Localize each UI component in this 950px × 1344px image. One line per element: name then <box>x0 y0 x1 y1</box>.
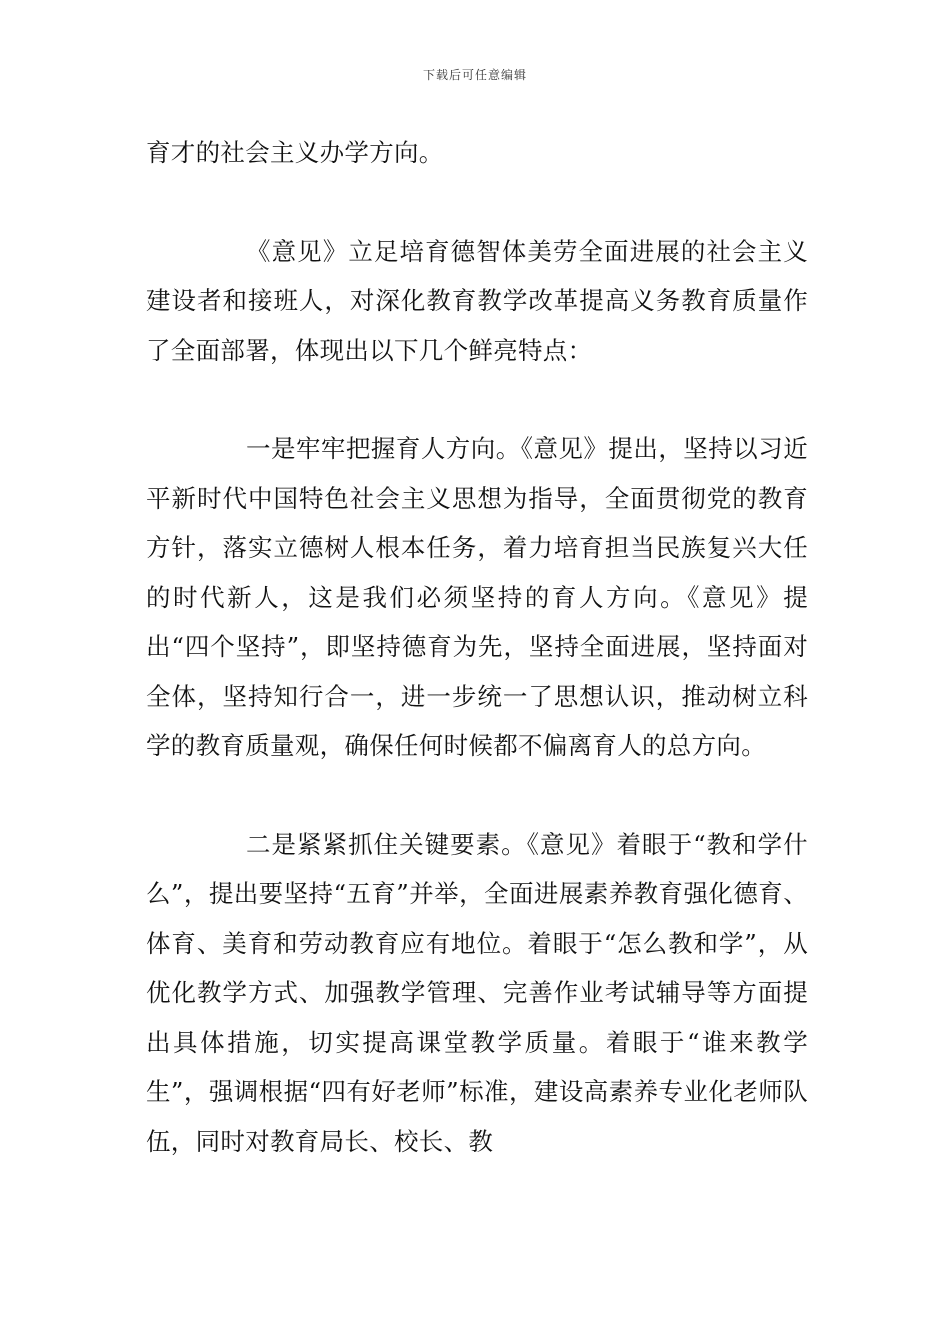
paragraph-point-one: 一是牢牢把握育人方向。《意见》提出，坚持以习近平新时代中国特色社会主义思想为指导，全面贯彻党的教育方针，落实立德树人根本任务，着力培育担当民族复兴大任的时代新人，这是我们必须坚持的育人方向。《意见》提出“四个坚持”，即坚持德育为先，坚持全面进展，坚持面对全体，坚持知行合一，进一步统一了思想认识，推动树立科学的教育质量观，确保任何时候都不偏离育人的总方向。 <box>146 434 808 760</box>
paragraph-continuation: 育才的社会主义办学方向。 <box>146 138 444 167</box>
paragraph-gap <box>146 375 808 424</box>
paragraph-opinion-intro: 《意见》立足培育德智体美劳全面进展的社会主义建设者和接班人，对深化教育教学改革提高义务教育质量作了全面部署，体现出以下几个鲜亮特点： <box>146 236 808 365</box>
paragraph-point-two: 二是紧紧抓住关键要素。《意见》着眼于“教和学什么”，提出要坚持“五育”并举，全面进展素养教育强化德育、体育、美育和劳动教育应有地位。着眼于“怎么教和学”，从优化教学方式、加强教学管理、完善作业考试辅导等方面提出具体措施，切实提高课堂教学质量。着眼于“谁来教学生”，强调根据“四有好老师”标准，建设高素养专业化老师队伍，同时对教育局长、校长、教 <box>146 829 808 1156</box>
paragraph-gap <box>146 178 808 227</box>
paragraph-gap <box>146 771 808 820</box>
page-header: 下载后可任意编辑 <box>422 68 527 82</box>
document-body <box>146 128 808 1166</box>
